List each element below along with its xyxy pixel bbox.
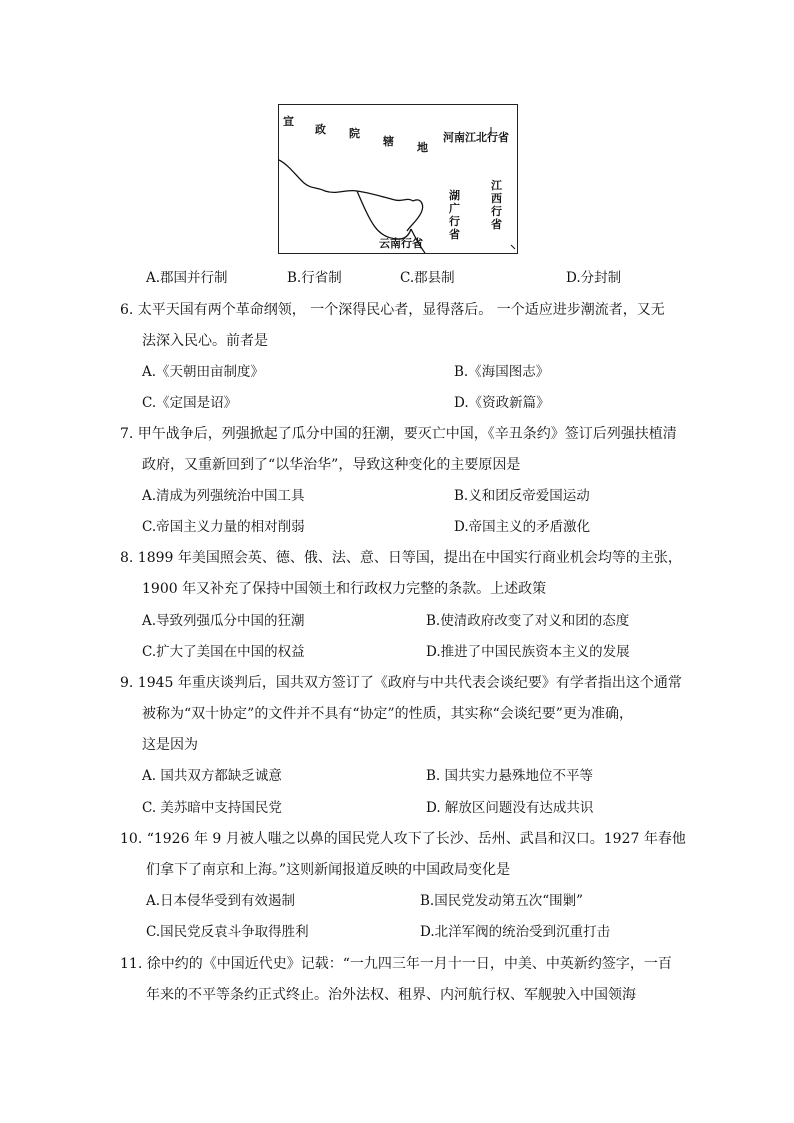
border-line: [357, 191, 411, 239]
q7-stem-line1: 7. 甲午战争后，列强掀起了瓜分中国的狂潮，要灭亡中国，《辛丑条约》签订后列强扶植清: [120, 426, 677, 442]
q10-option-b: B.国民党发动第五次“围剿”: [420, 893, 584, 909]
q9-stem-line2: 被称为“双十协定”的文件并不具有“协定”的性质，其实称“会谈纪要”更为准确，: [142, 706, 633, 722]
map-drawing: [279, 105, 519, 255]
map-label: 西: [491, 192, 502, 205]
q9-stem-line1: 9. 1945 年重庆谈判后，国共双方签订了《政府与中共代表会谈纪要》有学者指出这个通常: [120, 675, 682, 691]
q10-option-a: A.日本侵华受到有效遏制: [146, 893, 296, 909]
map-label: 省: [491, 218, 502, 231]
map-figure: [278, 104, 518, 254]
border-line: [407, 200, 423, 231]
q10-stem-line2: 们拿下了南京和上海。”这则新闻报道反映的中国政局变化是: [146, 862, 511, 878]
q9-option-b: B. 国共实力悬殊地位不平等: [426, 768, 594, 784]
map-label: 广: [449, 202, 460, 215]
map-label: 河南江北行省: [443, 131, 509, 144]
q6-stem-line1: 6. 太平天国有两个革命纲领， 一个深得民心者，显得落后。 一个适应进步潮流者，又无: [120, 302, 665, 318]
q10-stem-line1: 10. “1926 年 9 月被人嗤之以鼻的国民党人攻下了长沙、岳州、武昌和汉口。1927 年春他: [120, 831, 686, 847]
q11-stem-line1: 11. 徐中约的《中国近代史》记载：“一九四三年一月十一日，中美、中英新约签字，一百: [120, 956, 672, 972]
map-label: 院: [349, 127, 360, 140]
map-label: 江: [491, 179, 502, 192]
q9-option-d: D. 解放区问题没有达成共识: [426, 800, 594, 816]
q8-option-a: A.导致列强瓜分中国的狂潮: [142, 613, 305, 629]
map-label: 云南行省: [379, 237, 423, 250]
map-label: 行: [449, 215, 460, 228]
q6-option-d: D.《资政新篇》: [454, 395, 550, 411]
border-line: [511, 245, 515, 249]
q8-stem-line2: 1900 年又补充了保持中国领土和行政权力完整的条款。上述政策: [142, 581, 547, 597]
q5-option-c: C.郡县制: [400, 270, 455, 286]
q5-option-d: D.分封制: [566, 270, 622, 286]
q8-option-c: C.扩大了美国在中国的权益: [142, 644, 305, 660]
q5-option-b: B.行省制: [287, 270, 342, 286]
map-label: 地: [417, 141, 428, 154]
map-label: 政: [315, 123, 326, 136]
map-label: 辖: [383, 135, 394, 148]
q8-option-d: D.推进了中国民族资本主义的发展: [426, 644, 630, 660]
border-line: [279, 160, 413, 201]
q7-stem-line2: 政府，又重新回到了“以华治华”，导致这种变化的主要原因是: [142, 457, 521, 473]
q6-option-c: C.《定国是诏》: [142, 395, 238, 411]
q7-option-b: B.义和团反帝爱国运动: [454, 488, 590, 504]
q8-option-b: B.使清政府改变了对义和团的态度: [426, 613, 630, 629]
q7-option-a: A.清成为列强统治中国工具: [142, 488, 305, 504]
map-label: 宣: [283, 115, 294, 128]
q8-stem-line1: 8. 1899 年美国照会英、德、俄、法、意、日等国，提出在中国实行商业机会均等的主张，: [120, 550, 682, 566]
q6-option-b: B.《海国图志》: [454, 364, 550, 380]
q6-option-a: A.《天朝田亩制度》: [142, 364, 265, 380]
q9-option-a: A. 国共双方都缺乏诚意: [142, 768, 282, 784]
q10-option-c: C.国民党反袁斗争取得胜利: [146, 924, 309, 940]
map-label: 省: [449, 228, 460, 241]
map-label: 湖: [449, 189, 460, 202]
q6-stem-line2: 法深入民心。前者是: [142, 333, 268, 349]
q9-stem-line3: 这是因为: [142, 737, 198, 753]
q9-option-c: C. 美苏暗中支持国民党: [142, 800, 282, 816]
q10-option-d: D.北洋军阀的统治受到沉重打击: [420, 924, 611, 940]
q5-option-a: A.郡国并行制: [146, 270, 228, 286]
map-label: 行: [491, 205, 502, 218]
q7-option-d: D.帝国主义的矛盾激化: [454, 519, 591, 535]
q11-stem-line2: 年来的不平等条约正式终止。治外法权、租界、内河航行权、军舰驶入中国领海: [146, 987, 636, 1003]
q7-option-c: C.帝国主义力量的相对削弱: [142, 519, 305, 535]
